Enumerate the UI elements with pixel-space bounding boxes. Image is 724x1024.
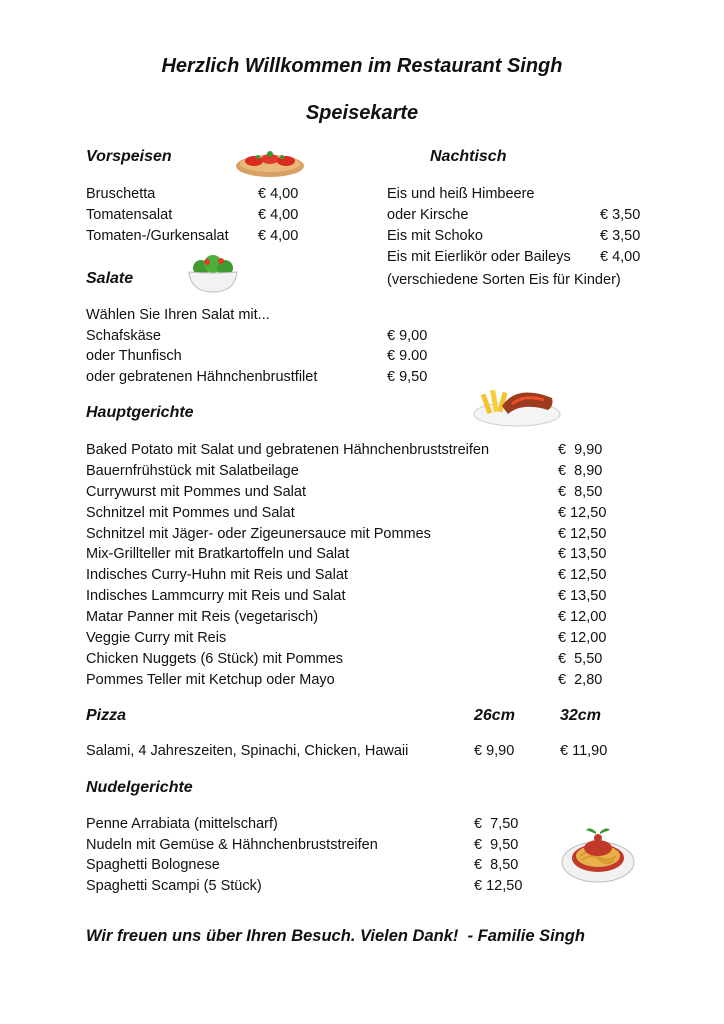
- pizza-size-small: 26cm: [474, 707, 515, 724]
- list-item-name: oder gebratenen Hähnchenbrustfilet: [86, 369, 318, 385]
- list-item-price: € 4,00: [600, 249, 641, 265]
- footer-text: Wir freuen uns über Ihren Besuch. Vielen Dank! - Familie Singh: [86, 927, 585, 945]
- list-item-price: € 12,50: [474, 878, 523, 894]
- list-item-name: Penne Arrabiata (mittelscharf): [86, 816, 278, 832]
- list-item-price: € 12,00: [558, 609, 607, 625]
- list-item-name: oder Thunfisch: [86, 348, 182, 364]
- list-item-price: € 3,50: [600, 228, 641, 244]
- salad-bowl-icon: [185, 252, 241, 294]
- list-item-name: Eis und heiß Himbeere: [387, 186, 535, 202]
- list-item-price: € 4,00: [258, 228, 299, 244]
- list-item-name: Veggie Curry mit Reis: [86, 630, 227, 646]
- salate-intro: Wählen Sie Ihren Salat mit...: [86, 307, 270, 323]
- list-item-name: Currywurst mit Pommes und Salat: [86, 484, 306, 500]
- section-heading-nachtisch: Nachtisch: [430, 148, 507, 165]
- list-item-name: Tomaten-/Gurkensalat: [86, 228, 229, 244]
- list-item-price: € 9,50: [387, 369, 428, 385]
- list-item-name: Schnitzel mit Jäger- oder Zigeunersauce mit Pommes: [86, 526, 431, 542]
- list-item-price: € 9,90: [558, 442, 603, 458]
- list-item-price: € 12,50: [558, 567, 607, 583]
- section-heading-nudelgerichte: Nudelgerichte: [86, 779, 193, 796]
- list-item-price: € 4,00: [258, 207, 299, 223]
- section-heading-vorspeisen: Vorspeisen: [86, 148, 172, 165]
- nachtisch-note: (verschiedene Sorten Eis für Kinder): [387, 272, 621, 288]
- pizza-item: Salami, 4 Jahreszeiten, Spinachi, Chicken, Hawaii: [86, 743, 409, 759]
- list-item-name: Spaghetti Scampi (5 Stück): [86, 878, 262, 894]
- list-item-price: € 12,00: [558, 630, 607, 646]
- section-heading-hauptgerichte: Hauptgerichte: [86, 404, 194, 421]
- spaghetti-plate-icon: [560, 822, 636, 884]
- list-item-name: Eis mit Eierlikör oder Baileys: [387, 249, 571, 265]
- list-item-price: € 2,80: [558, 672, 603, 688]
- welcome-title: Herzlich Willkommen im Restaurant Singh: [161, 55, 563, 77]
- list-item-price: € 4,00: [258, 186, 299, 202]
- list-item-price: € 7,50: [474, 816, 519, 832]
- pizza-price-small: € 9,90: [474, 743, 515, 759]
- list-item-price: € 5,50: [558, 651, 603, 667]
- list-item-name: Mix-Grillteller mit Bratkartoffeln und Salat: [86, 546, 350, 562]
- list-item-name: Nudeln mit Gemüse & Hähnchenbruststreifen: [86, 837, 378, 853]
- list-item-price: € 13,50: [558, 588, 607, 604]
- list-item-name: Chicken Nuggets (6 Stück) mit Pommes: [86, 651, 344, 667]
- list-item-price: € 13,50: [558, 546, 607, 562]
- pizza-size-large: 32cm: [560, 707, 601, 724]
- list-item-name: Spaghetti Bolognese: [86, 857, 220, 873]
- bruschetta-icon: [234, 144, 306, 180]
- list-item-name: Tomatensalat: [86, 207, 173, 223]
- list-item-price: € 9.00: [387, 348, 428, 364]
- list-item-price: € 9,00: [387, 328, 428, 344]
- list-item-name: Matar Panner mit Reis (vegetarisch): [86, 609, 319, 625]
- list-item-price: € 3,50: [600, 207, 641, 223]
- list-item-price: € 8,50: [558, 484, 603, 500]
- list-item-name: Bruschetta: [86, 186, 156, 202]
- menu-title: Speisekarte: [305, 102, 419, 124]
- list-item-name: Bauernfrühstück mit Salatbeilage: [86, 463, 299, 479]
- list-item-price: € 9,50: [474, 837, 519, 853]
- list-item-price: € 12,50: [558, 505, 607, 521]
- section-heading-pizza: Pizza: [86, 707, 127, 724]
- list-item-name: Eis mit Schoko: [387, 228, 483, 244]
- list-item-price: € 12,50: [558, 526, 607, 542]
- list-item-name: Pommes Teller mit Ketchup oder Mayo: [86, 672, 335, 688]
- list-item-name: oder Kirsche: [387, 207, 469, 223]
- list-item-name: Schnitzel mit Pommes und Salat: [86, 505, 295, 521]
- currywurst-fries-icon: [472, 380, 562, 428]
- list-item-name: Indisches Curry-Huhn mit Reis und Salat: [86, 567, 348, 583]
- section-heading-salate: Salate: [86, 270, 134, 287]
- list-item-name: Baked Potato mit Salat und gebratenen Hähnchenbruststreifen: [86, 442, 490, 458]
- list-item-price: € 8,90: [558, 463, 603, 479]
- list-item-price: € 8,50: [474, 857, 519, 873]
- list-item-name: Indisches Lammcurry mit Reis und Salat: [86, 588, 346, 604]
- list-item-name: Schafskäse: [86, 328, 161, 344]
- pizza-price-large: € 11,90: [560, 743, 608, 759]
